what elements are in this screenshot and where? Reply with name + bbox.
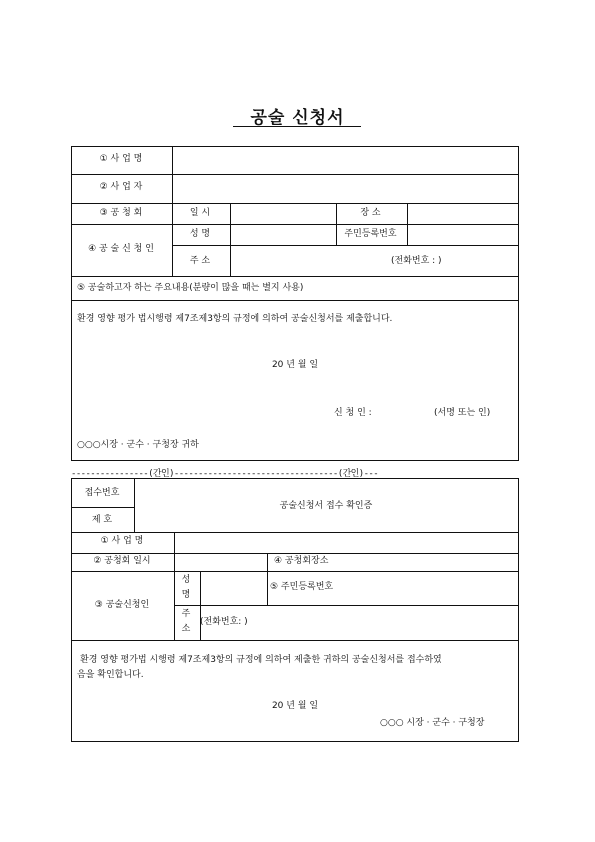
phone-field: (전화번호 : ): [391, 256, 442, 266]
resident-no-label: 주민등록번호: [344, 229, 397, 239]
address-label: 주 소: [189, 256, 211, 266]
column-divider: [200, 571, 201, 640]
receipt-title: 공술신청서 접수 확인증: [279, 501, 373, 511]
receipt-statement-line2: 음을 확인합니다.: [77, 670, 144, 680]
sign-note: (서명 또는 인): [434, 408, 491, 418]
receipt-date-line: 20 년 월 일: [271, 701, 319, 711]
row-divider: [172, 245, 518, 246]
row-divider: [72, 300, 518, 301]
datetime-label: 일 시: [189, 208, 211, 218]
document-title: 공술 신청서: [250, 108, 345, 128]
receipt-resident-no-label: ⑤ 주민등록번호: [270, 582, 334, 592]
receipt-name-label-2: 명: [181, 590, 191, 600]
recipient-line: ○○○시장 · 군수 · 구청장 귀하: [77, 440, 199, 450]
applicant-sign-label: 신 청 인 :: [334, 408, 372, 418]
receipt-business-name-label: ① 사 업 명: [100, 536, 144, 546]
operator-label: ② 사 업 자: [99, 182, 143, 192]
row-divider: [72, 571, 518, 572]
name-label: 성 명: [189, 229, 211, 239]
number-label: 제 호: [91, 515, 113, 525]
row-divider: [72, 532, 518, 533]
column-divider: [267, 553, 268, 605]
row-divider: [72, 203, 518, 204]
place-label: 장 소: [360, 208, 381, 218]
business-name-label: ① 사 업 명: [99, 154, 143, 164]
receipt-name-label-1: 성: [181, 575, 191, 585]
row-divider: [72, 553, 518, 554]
content-label: ⑤ 공술하고자 하는 주요내용(분량이 많을 때는 별지 사용): [77, 283, 304, 293]
title-underline: [233, 126, 361, 127]
row-divider: [72, 174, 518, 175]
receipt-statement-line1: 환경 영향 평가법 시행령 제7조제3항의 규정에 의하여 제출한 귀하의 공술신청서를 접수하였: [80, 655, 442, 665]
row-divider: [174, 605, 518, 606]
receipt-phone-field: (전화번호: ): [200, 617, 248, 627]
row-divider: [72, 507, 134, 508]
row-divider: [72, 224, 518, 225]
seal-cut-line: ----------------(간인)----------------------------------(간인)---: [71, 469, 379, 479]
applicant-label: ④ 공 술 신 청 인: [88, 244, 154, 254]
receipt-address-label-1: 주: [181, 609, 191, 619]
row-divider: [72, 640, 518, 641]
hearing-date-label: ② 공청회 일시: [93, 556, 151, 566]
receipt-no-label: 접수번호: [84, 488, 120, 498]
row-divider: [72, 276, 518, 277]
issuer-line: ○○○ 시장 · 군수 · 구청장: [380, 718, 485, 728]
hearing-label: ③ 공 청 회: [99, 208, 143, 218]
hearing-place-label: ④ 공청회장소: [274, 556, 329, 566]
statement-text: 환경 영향 평가 법시행령 제7조제3항의 규정에 의하여 공술신청서를 제출합니다.: [77, 314, 393, 324]
date-line: 20 년 월 일: [271, 360, 319, 370]
column-divider: [407, 203, 408, 245]
column-divider: [230, 203, 231, 276]
receipt-applicant-label: ③ 공술신청인: [94, 600, 150, 610]
receipt-address-label-2: 소: [181, 624, 191, 634]
column-divider: [174, 532, 175, 640]
